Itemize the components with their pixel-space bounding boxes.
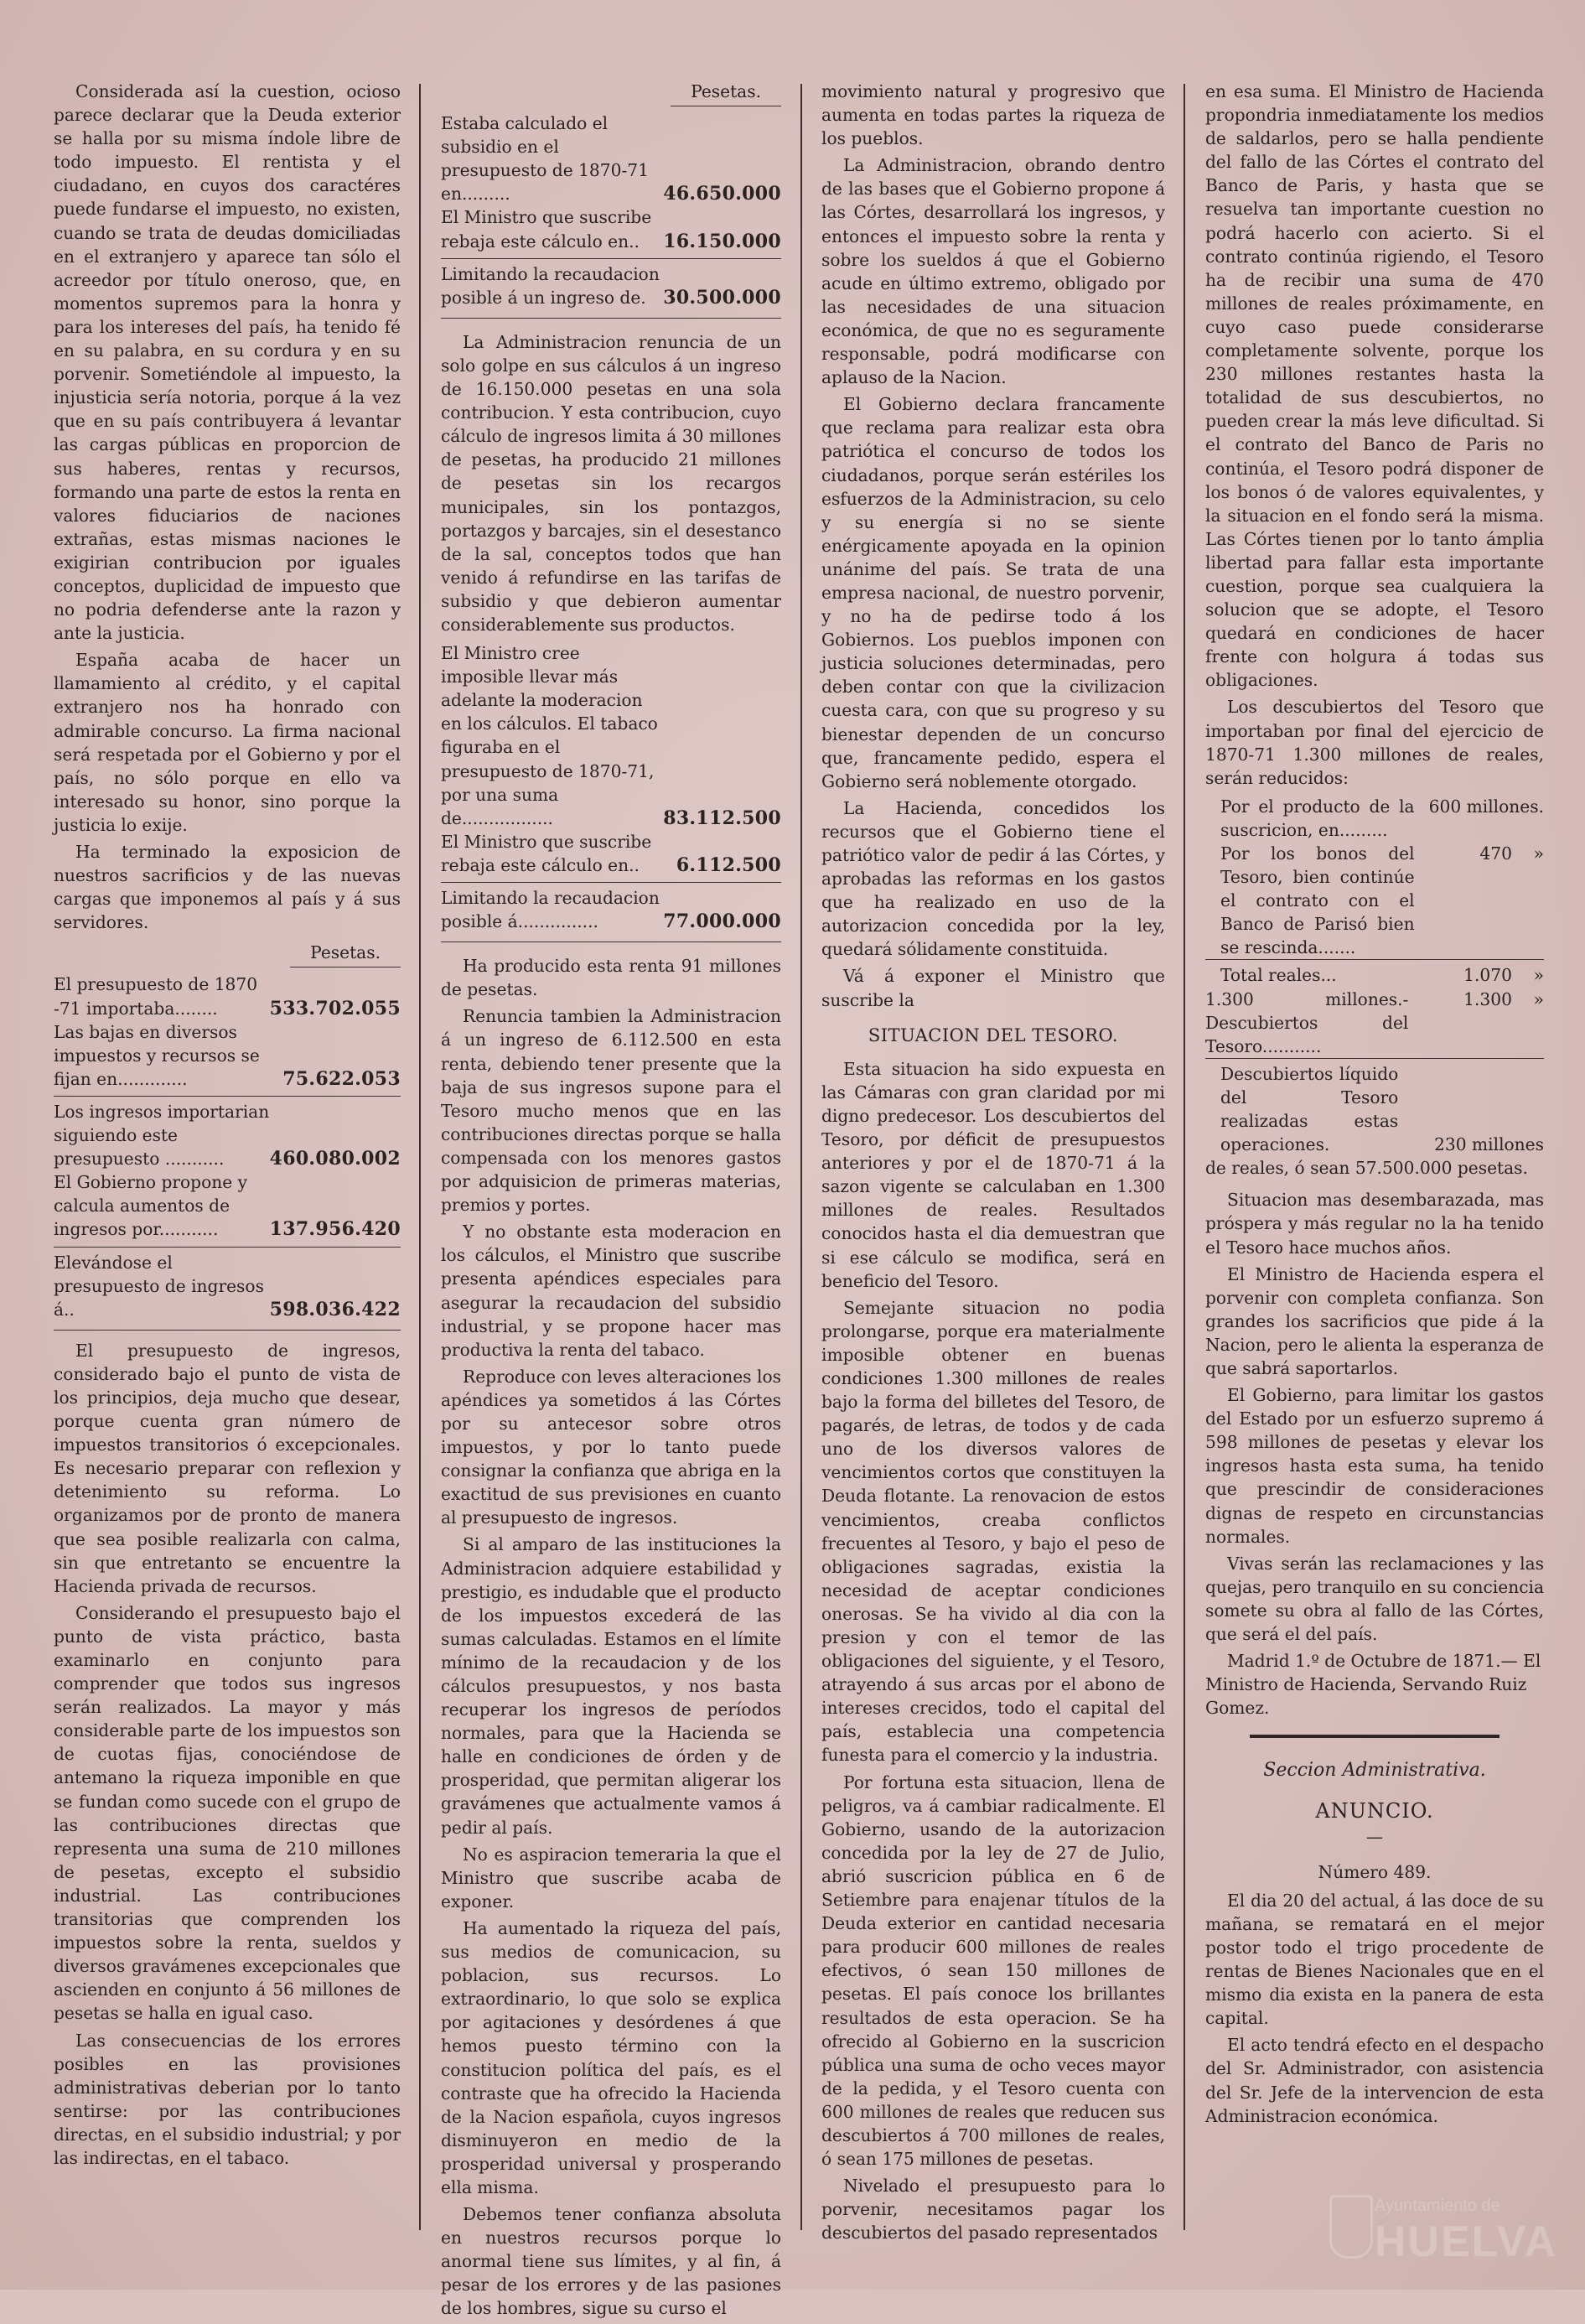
amount-header: Pesetas. xyxy=(54,941,401,967)
column-3 xyxy=(821,80,1165,2248)
amount-header: Pesetas. xyxy=(441,80,781,106)
column-1 xyxy=(54,80,401,2173)
paragraph: Vá á exponer el Ministro que suscribe la xyxy=(821,966,1165,1010)
column-2 xyxy=(441,80,781,2324)
table-row: Las bajas en diversos impuestos y recursos se fijan en............. 75.622.053 xyxy=(54,1021,401,1090)
column-4 xyxy=(1205,80,1544,2131)
paragraph: Ha terminado la exposicion de nuestros sacrificios y de las nuevas cargas que imponemos al país y á sus servidores. xyxy=(54,842,401,933)
column-rule xyxy=(419,84,421,2230)
paragraph: El Ministro de Hacienda espera el porvenir con completa confianza. Son grandes los sacrificios que pide á la Nacion, pero le alienta la esperanza de que sabrá saportarlos. xyxy=(1205,1263,1544,1378)
paragraph: Considerando el presupuesto bajo el punto de vista práctico, basta examinarlo en conjunto para comprender que todos sus ingresos serán realizados. La mayor y más considerable parte de los impuestos son de cuotas fijas, conociéndose de antemano la riqueza imponible en que se fundan como sucede con el grupo de las contribuciones directas que representa una suma de 210 millones de pesetas, excepto el subsidio industrial. Las contribuciones transitorias que comprenden los impuestos sobre la renta, sueldos y diversos gravámenes excepcionales que ascienden en conjunto á 56 millones de pesetas se halla en igual caso. xyxy=(54,1602,401,2024)
paragraph: Esta situacion ha sido expuesta en las Cámaras con gran claridad por mi digno predecesor. Los descubiertos del Tesoro, por déficit de presupuestos anteriores y por el de 1870-71 á la sazon vigente se calculaban en 1.300 millones de reales. Resultados conocidos hasta el dia demuestran que si ese cálculo se modifica, será en beneficio del Tesoro. xyxy=(821,1058,1165,1291)
table-row: El Ministro que suscribe rebaja este cálculo en.. 6.112.500 xyxy=(441,831,781,876)
table-row: El Ministro que suscribe rebaja este cálculo en.. 16.150.000 xyxy=(441,207,781,252)
paragraph: Nivelado el presupuesto para lo porvenir, necesitamos pagar los descubiertos del pasado representados xyxy=(821,2176,1165,2244)
paragraph: Y no obstante esta moderacion en los cálculos, el Ministro que suscribe presenta apéndices especiales para asegurar la recaudacion del subsidio industrial, y se propone hacer mas productiva la renta del tabaco. xyxy=(441,1222,781,1360)
paragraph: El dia 20 del actual, á las doce de su mañana, se rematará en el mejor postor todo el trigo procedente de rentas de Bienes Nacionales que en el mismo dia exista en la panera de esta capital. xyxy=(1205,1890,1544,2029)
paragraph: El Gobierno, para limitar los gastos del Estado por un esfuerzo supremo á 598 millones de pesetas y elevar los ingresos hasta esta suma, ha tenido que prescindir de consideraciones dignas de respeto en circunstancias normales. xyxy=(1205,1385,1544,1547)
table-row: Estaba calculado el subsidio en el presupuesto de 1870-71 en......... 46.650.000 xyxy=(441,113,781,205)
paragraph: Semejante situacion no podia prolongarse, porque era materialmente imposible obtener en buenas condiciones 1.300 millones de reales bajo la forma del billetes del Tesoro, de pagarés, de letras, de todos y de cada uno de los diversos valores de vencimientos cortos que constituyen la Deuda flotante. La renovacion de estos vencimientos, creaba conflictos frecuentes al Tesoro, y bajo el peso de obligaciones sagradas, existia la necesidad de aceptar condiciones onerosas. Se ha vivido al dia con la presion y con el temor de las obligaciones del siguiente, y el Tesoro, atrayendo á sus arcas por el abono de intereses crecidos, todo el capital del país, establecia una competencia funesta para el comercio y la industria. xyxy=(821,1297,1165,1766)
paragraph: El acto tendrá efecto en el despacho del Sr. Administrador, con asistencia del Sr. Jefe de la intervencion de esta Administracion económica. xyxy=(1205,2035,1544,2126)
table-row: Limitando la recaudacion posible á un ingreso de. 30.500.000 xyxy=(441,258,781,309)
tobacco-table xyxy=(441,641,781,933)
paragraph: Considerada así la cuestion, ocioso parece declarar que la Deuda exterior se halla por su misma índole libre de todo impuesto. El rentista y el ciudadano, en cuyos dos caractéres puede fundarse el impuesto, no existen, cuando se trata de deudas domiciliadas en el extranjero y aparece tan sólo el acreedor por título oneroso, que, en momentos supremos para la honra y para los intereses del país, ha tenido fé en su palabra, en su cordura y en su porvenir. Sometiéndole al impuesto, la injusticia sería notoria, porque á la vez que en su país contribuyera á levantar las cargas públicas en proporcion de sus haberes, rentas y recursos, formando una parte de estos la renta en valores fiduciarios de naciones extrañas, estas mismas naciones le exigirian contribucion por iguales conceptos, duplicidad de impuesto que no podria defenderse ante la razon y ante la justicia. xyxy=(54,81,401,644)
column-rule xyxy=(1184,84,1185,2230)
watermark-logo: Ayuntamiento de HUELVA xyxy=(1324,2180,1567,2272)
subsidy-table xyxy=(441,112,781,309)
paragraph: Ha aumentado la riqueza del país, sus medios de comunicacion, su poblacion, sus recursos. Lo extraordinario, lo que solo se explica por agitaciones y desórdenes á que hemos puesto término con la constitucion política del país, es el contraste que ha ofrecido la Hacienda de la Nacion española, cuyos ingresos disminuyeron en medio de la prosperidad universal y prosperando ella misma. xyxy=(441,1917,781,2197)
paragraph: No es aspiracion temeraria la que el Ministro que suscribe acaba de exponer. xyxy=(441,1844,781,1912)
paragraph: Vivas serán las reclamaciones y las quejas, pero tranquilo en su conciencia somete su obra al fallo de las Córtes, que será el del país. xyxy=(1205,1553,1544,1644)
paragraph: España acaba de hacer un llamamiento al crédito, y el capital extranjero nos ha honrado con admirable concurso. La firma nacional será respetada por el Gobierno y por el país, no sólo porque en ello va interesado su honor, sino porque la justicia lo exije. xyxy=(54,650,401,835)
column-rule xyxy=(800,84,802,2230)
paragraph: El presupuesto de ingresos, considerado bajo el punto de vista de los principios, deja mucho que desear, porque cuenta gran número de impuestos transitorios ó excepcionales. Es necesario preparar con reflexion y detenimiento su reforma. Lo organizamos por de pronto de manera que sea posible realizarla con calma, sin que entretanto se encuentre la Hacienda privada de recursos. xyxy=(54,1340,401,1596)
divider xyxy=(54,1330,401,1334)
paragraph: Por fortuna esta situacion, llena de peligros, va á cambiar radicalmente. El Gobierno, usando de la autorizacion concedida por la ley de 27 de Julio, abrió suscricion pública en 6 de Setiembre para enajenar títulos de la Deuda exterior en cantidad necesaria para producir 600 millones de reales efectivos, ó sean 150 millones de pesetas. El país conoce los brillantes resultados de esta operacion. Se ha ofrecido al Gobierno en la suscricion pública una suma de ocho veces mayor de la pedida, y el Tesoro cuenta con 600 millones de reales que reducen sus descubiertos á 700 millones de reales, ó sean 175 millones de pesetas. xyxy=(821,1772,1165,2170)
shield-icon xyxy=(1329,2195,1373,2259)
paragraph: Reproduce con leves alteraciones los apéndices ya sometidos á las Córtes por su antecesor sobre otros impuestos, y por lo tanto puede consignar la confianza que abriga en la exactitud de sus previsiones en cuanto al presupuesto de ingresos. xyxy=(441,1366,781,1528)
table-row: Limitando la recaudacion posible á............... 77.000.000 xyxy=(441,882,781,933)
paragraph: La Administracion renuncia de un solo golpe en sus cálculos á un ingreso de 16.150.000 pesetas en una sola contribucion. Y esta contribucion, cuyo cálculo de ingresos limita á 30 millones de pesetas, ha producido 21 millones de pesetas sin los recargos municipales, sin los pontazgos, portazgos y barcajes, sin el desestanco de la sal, conceptos todos que han venido á refundirse en las tarifas de subsidio y que debieron aumentar considerablemente sus productos. xyxy=(441,331,781,635)
paragraph: Renuncia tambien la Administracion á un ingreso de 6.112.500 en esta renta, debiendo tener presente que la baja de sus ingresos supone para el Tesoro mucho menos que en las contribuciones directas porque se halla compensada con los menores gastos por adquisicion de primeras materias, premios y portes. xyxy=(441,1006,781,1216)
budget-table xyxy=(54,973,401,1320)
table-row: El presupuesto de 1870 -71 importaba........ 533.702.055 xyxy=(54,974,401,1019)
table-row: Los ingresos importarian siguiendo este presupuesto ........... 460.080.002 xyxy=(54,1096,401,1170)
table-row: Elevándose el presupuesto de ingresos á.. 598.036.422 xyxy=(54,1247,401,1321)
divider xyxy=(441,942,781,946)
paragraph: Situacion mas desembarazada, mas próspera y más regular no la ha tenido el Tesoro hace muchos años. xyxy=(1205,1190,1544,1258)
table-row: 1.300 millones.- Descubiertos del Tesoro........... 1.300 » xyxy=(1205,988,1544,1056)
paragraph: Si al amparo de las instituciones la Administracion adquiere estabilidad y prestigio, es indudable que el producto de los impuestos excederá de las sumas calculadas. Estamos en el límite mínimo de la recaudacion y de los cálculos presupuestos, y nos basta recuperar los ingresos de períodos normales, para que la Hacienda se halle en condiciones de órden y de prosperidad, que permitan aligerar los gravámenes que actualmente vamos á pedir al país. xyxy=(441,1534,781,1838)
paragraph: Los descubiertos del Tesoro que importaban por final del ejercicio de 1870-71 1.300 millones de reales, serán reducidos: xyxy=(1205,697,1544,788)
paragraph: Debemos tener confianza absoluta en nuestros recursos porque lo anormal tiene sus límites, y al fin, á pesar de los errores y de las pasiones de los hombres, sigue su curso el xyxy=(441,2204,781,2319)
table-row: Por el producto de la suscricion, en......... 600 millones. xyxy=(1220,796,1544,840)
table-row: El Gobierno propone y calcula aumentos de ingresos por........... 137.956.420 xyxy=(54,1172,401,1241)
section-title: Seccion Administrativa. xyxy=(1263,1760,1486,1782)
paragraph: El Gobierno declara francamente que reclama para realizar esta obra patriótica el concurso de todos los ciudadanos, porque serán estériles los esfuerzos de la Administracion, su celo y su energía si no se siente enérgicamente apoyada en la opinion unánime del país. Se trata de una empresa nacional, de nuestro porvenir, y no ha de pedirse todo á los Gobiernos. Los pueblos imponen con justicia soluciones determinadas, pero deben contar con que la civilizacion cuesta cara, con que su progreso y su bienestar dependen de un concurso que, francamente pedido, espera el Gobierno será noblemente otorgado. xyxy=(821,394,1165,791)
announcement-heading: ANUNCIO. xyxy=(1315,1799,1434,1823)
table-row: Por los bonos del Tesoro, bien continúe el contrato con el Banco de Parisó bien se rescinda....... 470 » xyxy=(1220,843,1544,958)
table-row: Total reales... 1.070 » xyxy=(1205,959,1544,987)
table-row: Descubiertos líquido del Tesoro realizadas estas operaciones. 230 millones xyxy=(1205,1058,1544,1156)
paragraph: La Administracion, obrando dentro de las bases que el Gobierno propone á las Córtes, desarrollará los ingresos, y entonces el impuesto sobre la renta y sobre los sueldos á que el Gobierno acude en último extremo, obligado por las necesidades de una situacion económica, de que no es seguramente responsable, podrá modificarse con aplauso de la Nacion. xyxy=(821,155,1165,388)
paragraph: Las consecuencias de los errores posibles en las provisiones administrativas deberian por lo tanto sentirse: por las contribuciones directas, en el subsidio industrial; y por las indirectas, en el tabaco. xyxy=(54,2030,401,2168)
treasury-table xyxy=(1205,795,1544,1180)
paragraph: Ha producido esta renta 91 millones de pesetas. xyxy=(441,956,781,1000)
divider xyxy=(441,318,781,322)
section-heading: SITUACION DEL TESORO. xyxy=(868,1025,1119,1045)
announcement-number: Número 489. xyxy=(1318,1861,1432,1882)
table-row: El Ministro cree imposible llevar más adelante la moderacion en los cálculos. El tabaco figuraba en el presupuesto de 1870-71, por una suma de................. 83.112.500 xyxy=(441,643,781,829)
paragraph: movimiento natural y progresivo que aumenta en todas partes la riqueza de los pueblos. xyxy=(821,81,1165,149)
divider xyxy=(1250,1735,1500,1739)
signature-line: Madrid 1.º de Octubre de 1871.— El Ministro de Hacienda, Servando Ruiz Gomez. xyxy=(1205,1651,1541,1719)
table-row: de reales, ó sean 57.500.000 pesetas. xyxy=(1205,1158,1528,1179)
paragraph: La Hacienda, concedidos los recursos que el Gobierno tiene el patriótico valor de pedir á las Córtes, y aprobadas las reformas en los gastos que ha realizado en uso de la autorizacion concedida por la ley, quedará sólidamente constituida. xyxy=(821,797,1165,960)
dash-separator: — xyxy=(1365,1826,1384,1847)
paragraph: en esa suma. El Ministro de Hacienda propondria inmediatamente los medios de saldarlos, pero se halla pendiente del fallo de las Córtes el contrato del Banco de Paris, y hasta que se resuelva tan importante cuestion no podrá hacerlo con acierto. Si el contrato continúa rigiendo, el Tesoro ha de recibir una suma de 470 millones de reales próximamente, en cuyo caso puede considerarse completamente solvente, porque los 230 millones restantes hasta la totalidad de sus descubiertos, no pueden crear la más leve dificultad. Si el contrato del Banco de Paris no continúa, el Tesoro podrá disponer de los bonos ó de valores equivalentes, y la situacion en el fondo será la misma. Las Córtes tienen por lo tanto ámplia libertad para fallar esta importante cuestion, porque sea cualquiera la solucion que se adopte, el Tesoro quedará en condiciones de hacer frente con holgura á todas sus obligaciones. xyxy=(1205,81,1544,691)
